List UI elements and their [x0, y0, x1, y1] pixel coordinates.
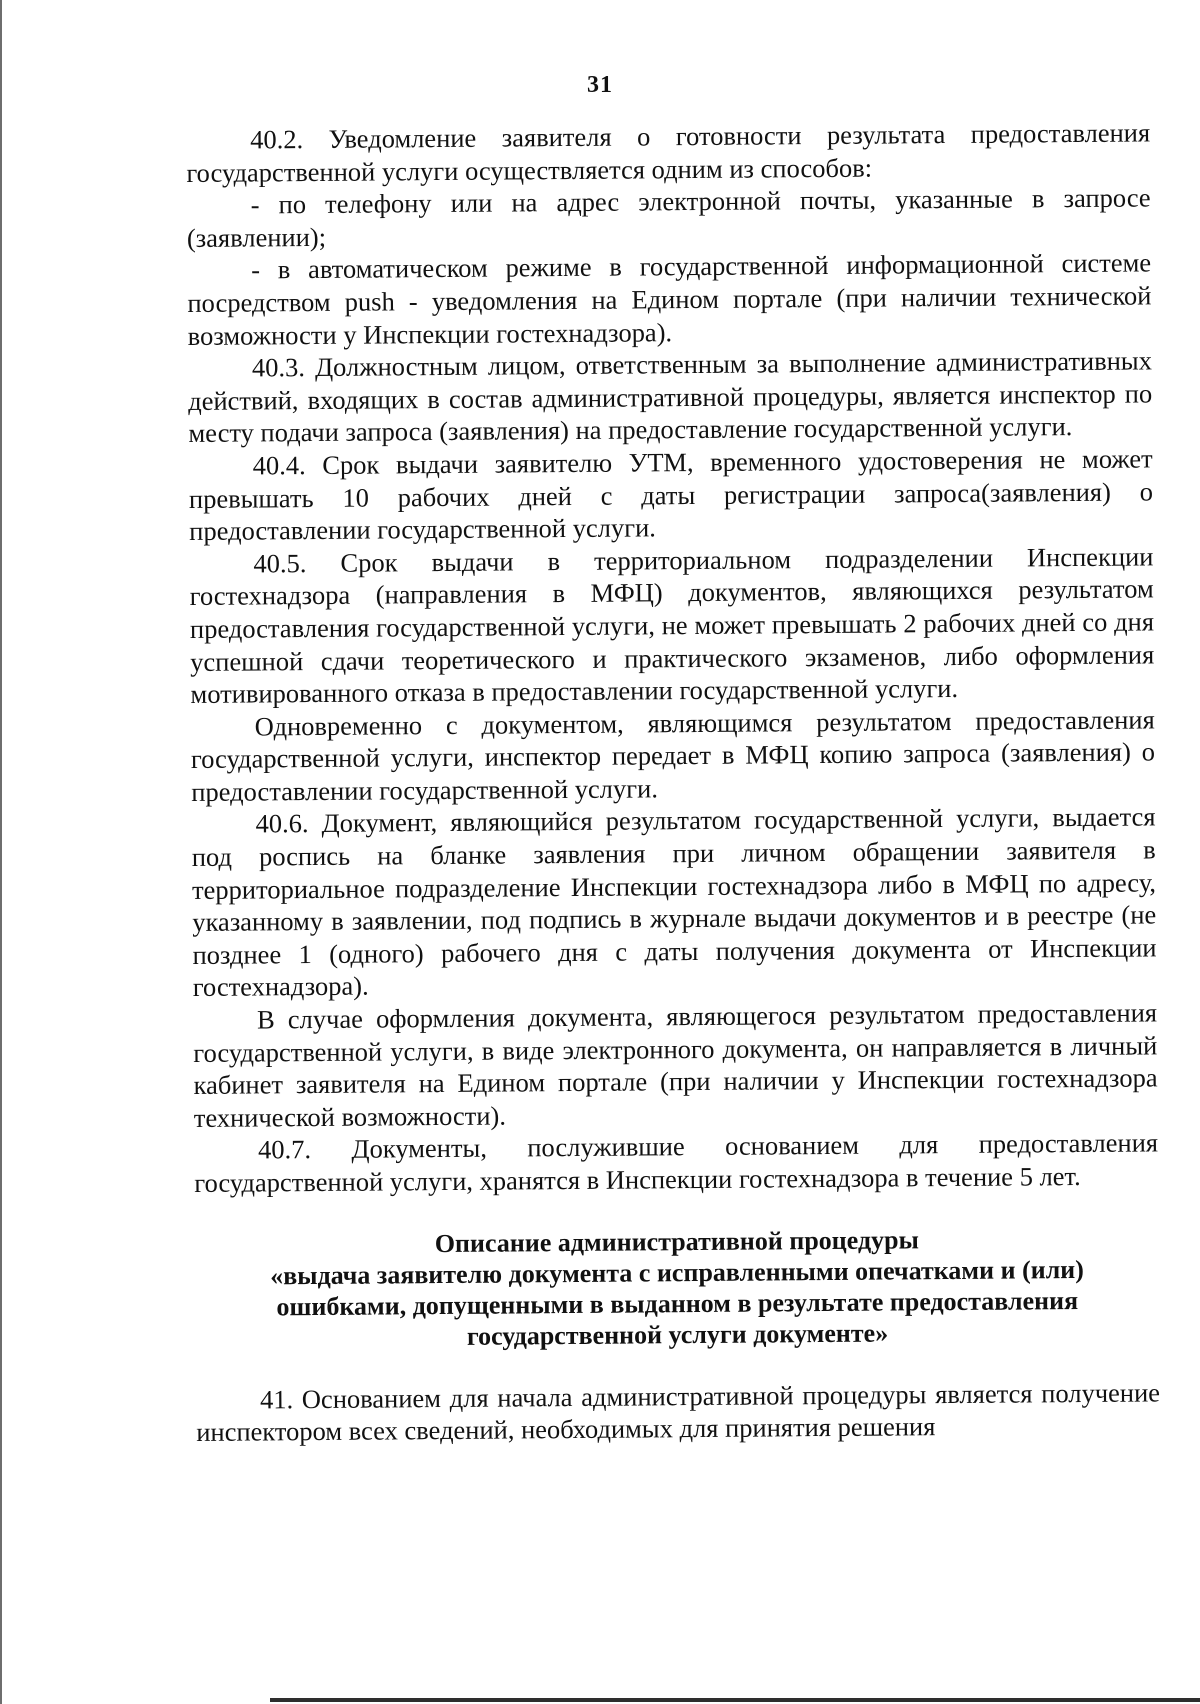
paragraph-40-6-continued: В случае оформления документа, являющегося результатом предоставления государственной услуги, в виде электронного документа, он направляется в личный кабинет заявителя на Едином портале (при наличии у Инспекции гостехнадзора технической возможности).: [193, 997, 1158, 1133]
section-heading-line: «выдача заявителю документа с исправленными опечатками и (или): [270, 1254, 1084, 1290]
scan-bottom-edge: [270, 1698, 1200, 1702]
section-heading-line: Описание административной процедуры: [434, 1224, 919, 1258]
paragraph-40-5-continued: Одновременно с документом, являющимся результатом предоставления государственной услуги, инспектор передает в МФЦ копию запроса (заявления) о предоставлении государственной услуги.: [190, 704, 1156, 807]
paragraph-40-5: 40.5. Срок выдачи в территориальном подразделении Инспекции гостехнадзора (направления в МФЦ) документов, являющихся результатом предоставления государственной услуги, не может превышать 2 рабочих дней со дня успешной сдачи теоретического и практического экзаменов, либо оформления мотивированного отказа в предоставлении государственной услуги.: [189, 541, 1155, 710]
document-body: [186, 116, 1160, 1448]
section-heading: [195, 1222, 1160, 1354]
scan-left-edge: [0, 0, 2, 1704]
paragraph-40-3: 40.3. Должностным лицом, ответственным за выполнение административных действий, входящих в состав административной процедуры, является инспектор по месту подачи запроса (заявления) на предоставление государственной услуги.: [188, 345, 1153, 449]
paragraph-40-2: 40.2. Уведомление заявителя о готовности результата предоставления государственной услуги осуществляется одним из способов:: [186, 117, 1151, 188]
paragraph-40-2-option-phone: - по телефону или на адрес электронной почты, указанные в запросе (заявлении);: [186, 182, 1151, 253]
paragraph-40-2-option-push: - в автоматическом режиме в государственной информационной системе посредством push - уведомления на Едином портале (при наличии технической возможности у Инспекции гостехнадзора).: [187, 247, 1152, 351]
paragraph-41: 41. Основанием для начала административной процедуры является получение инспектором всех сведений, необходимых для принятия решения: [196, 1376, 1161, 1448]
paragraph-40-4: 40.4. Срок выдачи заявителю УТМ, временного удостоверения не может превышать 10 рабочих дней с даты регистрации запроса(заявления) о предоставлении государственной услуги.: [188, 443, 1154, 547]
paragraph-40-6: 40.6. Документ, являющийся результатом государственной услуги, выдается под роспись на бланке заявления при личном обращении заявителя в территориальное подразделение Инспекции гостехнадзора либо в МФЦ по адресу, указанному в заявлении, под подпись в журнале выдачи документов и в реестре (не позднее 1 (одного) рабочего дня с даты получения документа от Инспекции гостехнадзора).: [191, 801, 1157, 1003]
paragraph-40-7: 40.7. Документы, послужившие основанием для предоставления государственной услуги, хранятся в Инспекции гостехнадзора в течение 5 лет.: [194, 1127, 1159, 1198]
section-heading-line: ошибками, допущенными в выданном в результате предоставления: [276, 1285, 1079, 1321]
page-number: 31: [587, 72, 613, 98]
section-heading-line: государственной услуги документе»: [466, 1318, 889, 1351]
